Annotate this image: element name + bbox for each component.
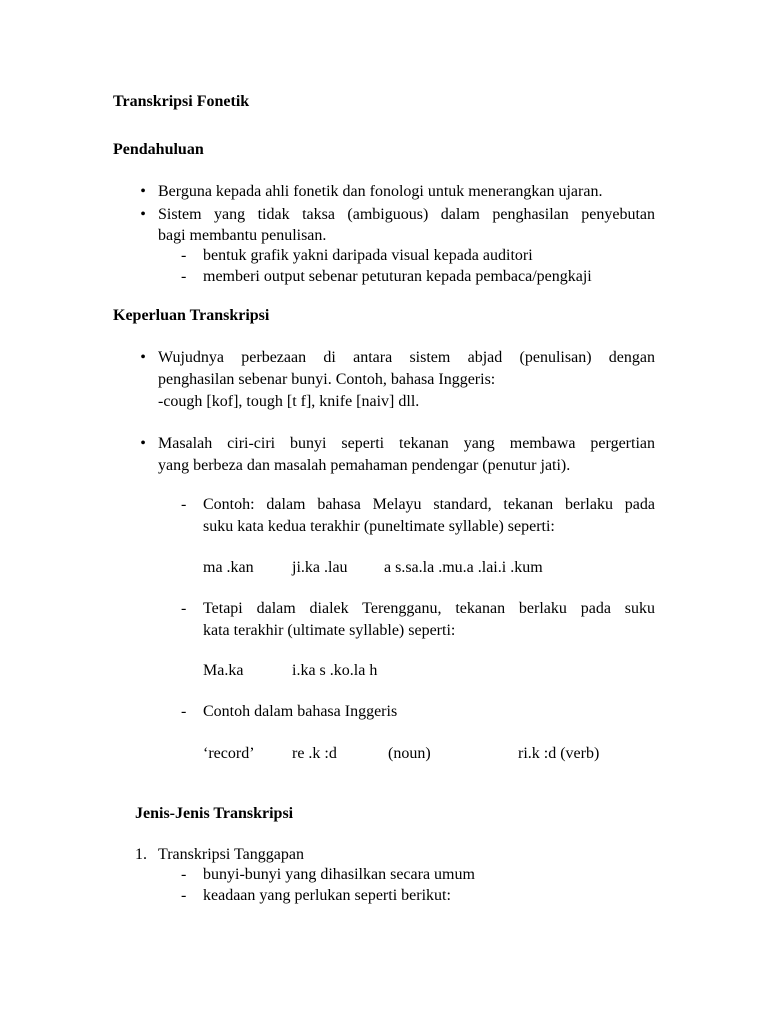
dash-icon: - [181,887,187,904]
example-word: a s.sa.la .mu.a .lai.i .kum [384,559,543,576]
bullet-text: Masalah ciri-ciri bunyi seperti tekanan yang membawa pergertian [158,435,655,452]
sub-item-text: Contoh: dalam bahasa Melayu standard, tekanan berlaku pada [203,496,655,513]
dash-icon: - [181,600,187,617]
bullet-icon: • [140,349,146,366]
dash-icon: - [181,247,187,264]
document-title: Transkripsi Fonetik [113,93,250,110]
section-heading-jenis: Jenis-Jenis Transkripsi [135,805,294,822]
sub-item-text: bunyi-bunyi yang dihasilkan secara umum [203,866,475,883]
bullet-text-continued: penghasilan sebenar bunyi. Contoh, bahasa Inggeris: [158,371,496,388]
section-heading-pendahuluan: Pendahuluan [113,141,204,158]
bullet-text: Sistem yang tidak taksa (ambiguous) dalam penghasilan penyebutan [158,206,655,223]
sub-item-text: memberi output sebenar petuturan kepada pembaca/pengkaji [203,268,592,285]
sub-item-text-continued: suku kata kedua terakhir (puneltimate syllable) seperti: [203,518,555,535]
example-word: ma .kan [203,559,254,576]
bullet-icon: • [140,183,146,200]
section-heading-keperluan: Keperluan Transkripsi [113,307,270,324]
list-item-text: Transkripsi Tanggapan [158,846,304,863]
bullet-text: Berguna kepada ahli fonetik dan fonologi untuk menerangkan ujaran. [158,183,603,200]
example-word: re .k :d [292,745,337,762]
sub-item-text: keadaan yang perlukan seperti berikut: [203,887,451,904]
sub-item-text-continued: kata terakhir (ultimate syllable) seperti: [203,622,456,639]
bullet-icon: • [140,435,146,452]
dash-icon: - [181,866,187,883]
bullet-text-continued: yang berbeza dan masalah pemahaman pendengar (penutur jati). [158,457,571,474]
sub-item-text: Tetapi dalam dialek Terengganu, tekanan berlaku pada suku [203,600,655,617]
dash-icon: - [181,268,187,285]
example-word: ri.k :d (verb) [518,745,600,762]
bullet-text: Wujudnya perbezaan di antara sistem abjad (penulisan) dengan [158,349,655,366]
dash-icon: - [181,703,187,720]
bullet-icon: • [140,206,146,223]
list-number: 1. [135,846,147,863]
sub-item-text: Contoh dalam bahasa Inggeris [203,703,398,720]
bullet-text-continued: bagi membantu penulisan. [158,227,327,244]
sub-item-text: bentuk grafik yakni daripada visual kepada auditori [203,247,533,264]
example-word: i.ka s .ko.la h [292,662,378,679]
example-word: Ma.ka [203,662,244,679]
example-word: ‘record’ [203,745,255,762]
dash-icon: - [181,496,187,513]
bullet-text-continued: -cough [kof], tough [t f], knife [naiv] dll. [158,393,420,410]
example-word: (noun) [388,745,431,762]
example-word: ji.ka .lau [292,559,348,576]
